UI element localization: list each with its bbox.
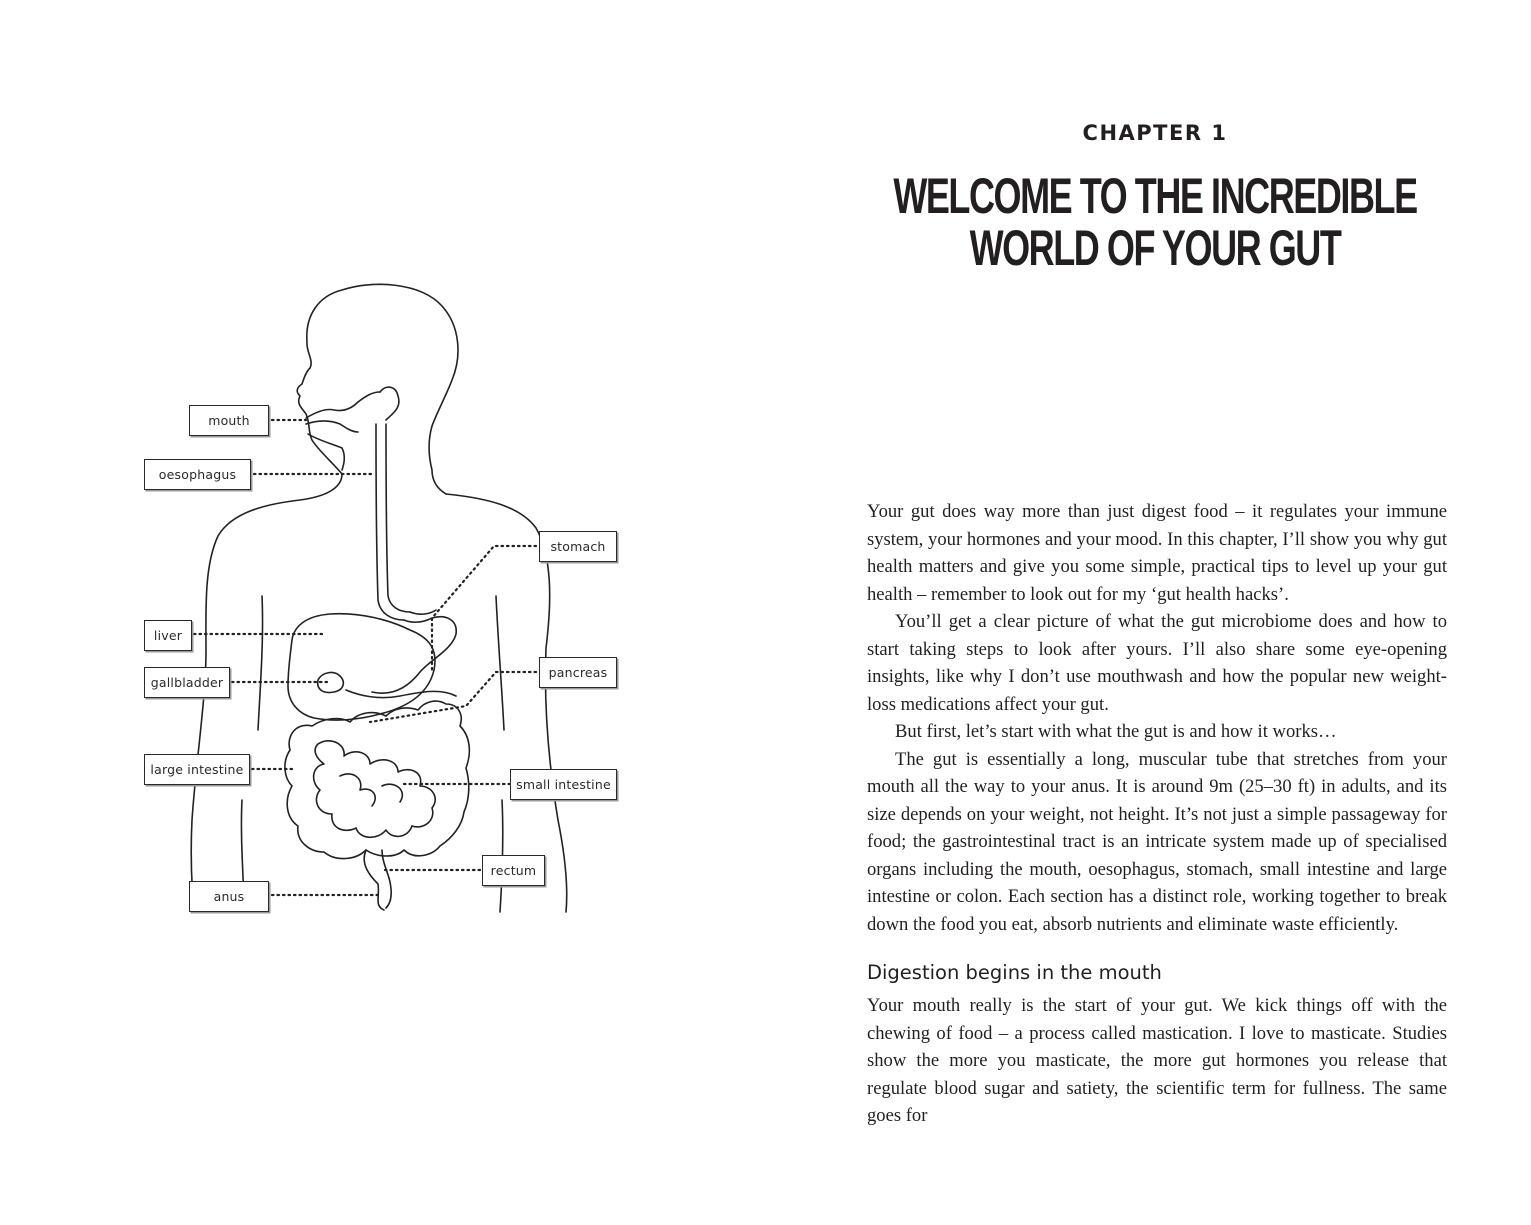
label-liver: liver bbox=[144, 620, 192, 651]
small-intestine-coils bbox=[314, 741, 436, 837]
body-illustration bbox=[0, 0, 765, 1225]
body-text bbox=[867, 498, 1447, 1130]
label-large-intestine: large intestine bbox=[144, 754, 250, 785]
rectum-shape bbox=[364, 850, 384, 910]
chapter-title-line-2: WORLD OF YOUR GUT bbox=[969, 220, 1341, 276]
label-small-intestine: small intestine bbox=[510, 769, 617, 800]
paragraph-5: Your mouth really is the start of your gut. We kick things off with the chewing of food – a process called mastication. I love to masticate. Studies show the more you masticate, the more gut hormones you release that regulate blood sugar and satiety, the scientific term for fullness. The same goes for bbox=[867, 995, 1447, 1126]
oesophagus-tube bbox=[376, 424, 404, 620]
paragraph-2: You’ll get a clear picture of what the gut microbiome does and how to start taking steps to look after yours. I’ll also share some eye-opening insights, like why I don’t use mouthwash and how the popular new weight-loss medications affect your gut. bbox=[867, 611, 1447, 715]
chapter-title bbox=[765, 170, 1531, 274]
large-intestine-shape bbox=[285, 701, 469, 858]
pancreas-shape bbox=[346, 690, 456, 698]
stomach-shape bbox=[372, 617, 456, 693]
label-anus: anus bbox=[189, 881, 269, 912]
liver-shape bbox=[288, 614, 435, 720]
paragraph-3: But first, let’s start with what the gut is and how it works… bbox=[895, 721, 1337, 742]
chapter-number: CHAPTER 1 bbox=[1082, 121, 1228, 145]
digestive-system-diagram bbox=[0, 0, 765, 1225]
section-heading: Digestion begins in the mouth bbox=[867, 961, 1162, 984]
paragraph-4: The gut is essentially a long, muscular tube that stretches from your mouth all the way to your anus. It is around 9m (25–30 ft) in adults, and its size depends on your weight, not height. It’s not just a simple passageway for food; the gastrointestinal tract is an intricate system made up of specialised organs including the mouth, oesophagus, stomach, small intestine and large intestine or colon. Each section has a distinct role, working together to break down the food you eat, absorb nutrients and eliminate waste efficiently. bbox=[867, 748, 1447, 935]
label-rectum: rectum bbox=[482, 855, 545, 886]
label-stomach: stomach bbox=[539, 531, 617, 562]
label-gallbladder: gallbladder bbox=[144, 667, 230, 698]
leader-stomach bbox=[432, 546, 536, 672]
left-page bbox=[0, 0, 765, 1225]
head-outline bbox=[297, 284, 458, 494]
paragraph-1: Your gut does way more than just digest food – it regulates your immune system, your hormones and your mood. In this chapter, I’ll show you why gut health matters and give you some simple, practical tips to level up your gut health – remember to look out for my ‘gut health hacks’. bbox=[867, 501, 1447, 605]
mouth-shape bbox=[306, 392, 380, 418]
right-page bbox=[765, 0, 1531, 1225]
label-pancreas: pancreas bbox=[539, 657, 617, 688]
label-oesophagus: oesophagus bbox=[144, 459, 251, 490]
chapter-title-line-1: WELCOME TO THE INCREDIBLE bbox=[893, 168, 1417, 224]
label-mouth: mouth bbox=[189, 405, 269, 436]
